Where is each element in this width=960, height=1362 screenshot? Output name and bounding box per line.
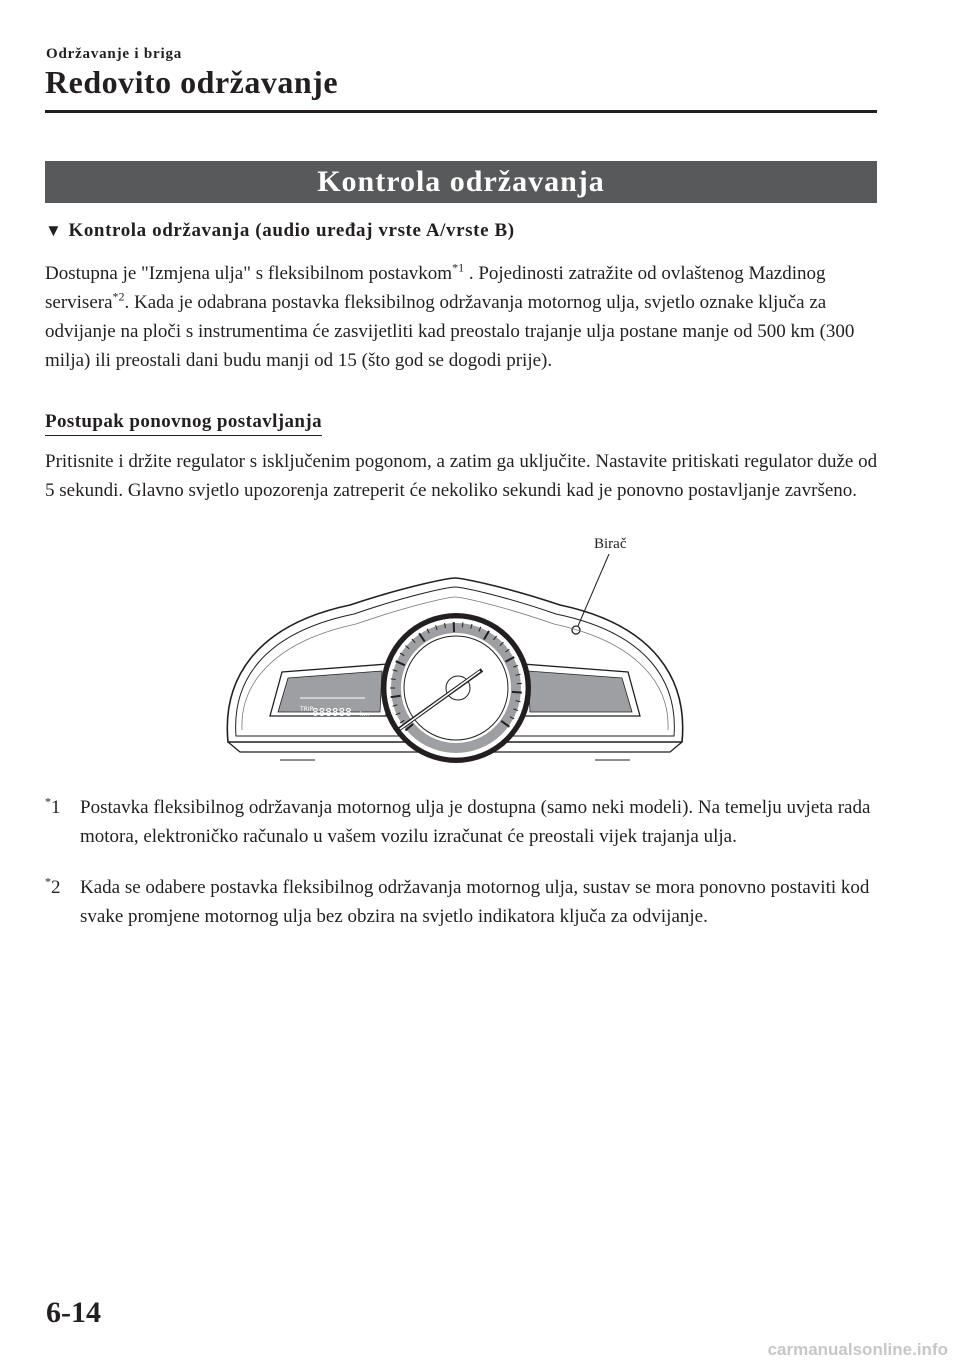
section-title: Redovito održavanje <box>45 64 339 100</box>
procedure-paragraph: Pritisnite i držite regulator s isključenim pogonom, a zatim ga uključite. Nastavite pritiskati regulator duže od 5 sekundi. Glavno svjetlo upozorenja zatreperit će nekoliko sekundi kad je ponovno postavljanje završeno. <box>45 451 878 501</box>
header-rule <box>45 110 877 113</box>
intro-paragraph: Dostupna je "Izmjena ulja" s fleksibilnom postavkom$^{*1}$ . Pojedinosti zatražite od ovlaštenog Mazdinog servisera$^{*2}$. Kada je odabrana postavka fleksibilnog održavanja motornog ulja, svjetlo oznake ključa za odvijanje na ploči s instrumentima će zasvijetliti kad preostalo trajanje ulja postane manje od 500 km (300 milja) ili preostali dani budu manji od 15 (što god se dogodi prije). <box>45 260 855 371</box>
procedure-heading: Postupak ponovnog postavljanja <box>45 411 322 436</box>
footnote-ref-1: *1 <box>452 260 465 275</box>
callout-leader-line <box>578 554 609 626</box>
left-display-panel <box>270 664 388 719</box>
page-number: 6-14 <box>46 1296 101 1329</box>
trip-label: TRIP <box>300 706 314 713</box>
gauge-tick <box>391 679 396 680</box>
watermark: carmanualsonline.info <box>767 1340 948 1359</box>
gauge-tick <box>391 696 401 697</box>
footnote-ref-2: *2 <box>112 289 125 304</box>
topic-banner: Kontrola održavanja <box>45 161 877 203</box>
selector-callout-label: Birač <box>594 536 627 552</box>
odometer-unit: km <box>360 711 370 718</box>
gauge-tick <box>462 622 463 627</box>
footnote-1: *1 Postavka fleksibilnog održavanja motornog ulja je dostupna (samo neki modeli). Na temelju uvjeta rada motora, elektroničko računalo u vašem vozilu izračunat će preostali vijek trajanja ulja. <box>45 794 871 847</box>
tachometer-gauge <box>381 613 531 763</box>
footnote-2: *2 Kada se odabere postavka fleksibilnog održavanja motornog ulja, sustav se mora ponovno postaviti kod svake promjene motornog ulja bez obzira na svjetlo indikatora ključa za odvijanje. <box>45 874 870 927</box>
chapter-title: Održavanje i briga <box>46 46 183 62</box>
subheading-text: Kontrola održavanja (audio uređaj vrste A/vrste B) <box>68 220 515 241</box>
triangle-marker-icon: ▼ <box>45 221 63 240</box>
instrument-cluster-diagram <box>220 530 690 790</box>
odometer-digits: 888888 <box>312 706 352 719</box>
right-display-panel <box>522 664 640 716</box>
gauge-tick <box>512 692 522 693</box>
subheading <box>45 220 515 242</box>
